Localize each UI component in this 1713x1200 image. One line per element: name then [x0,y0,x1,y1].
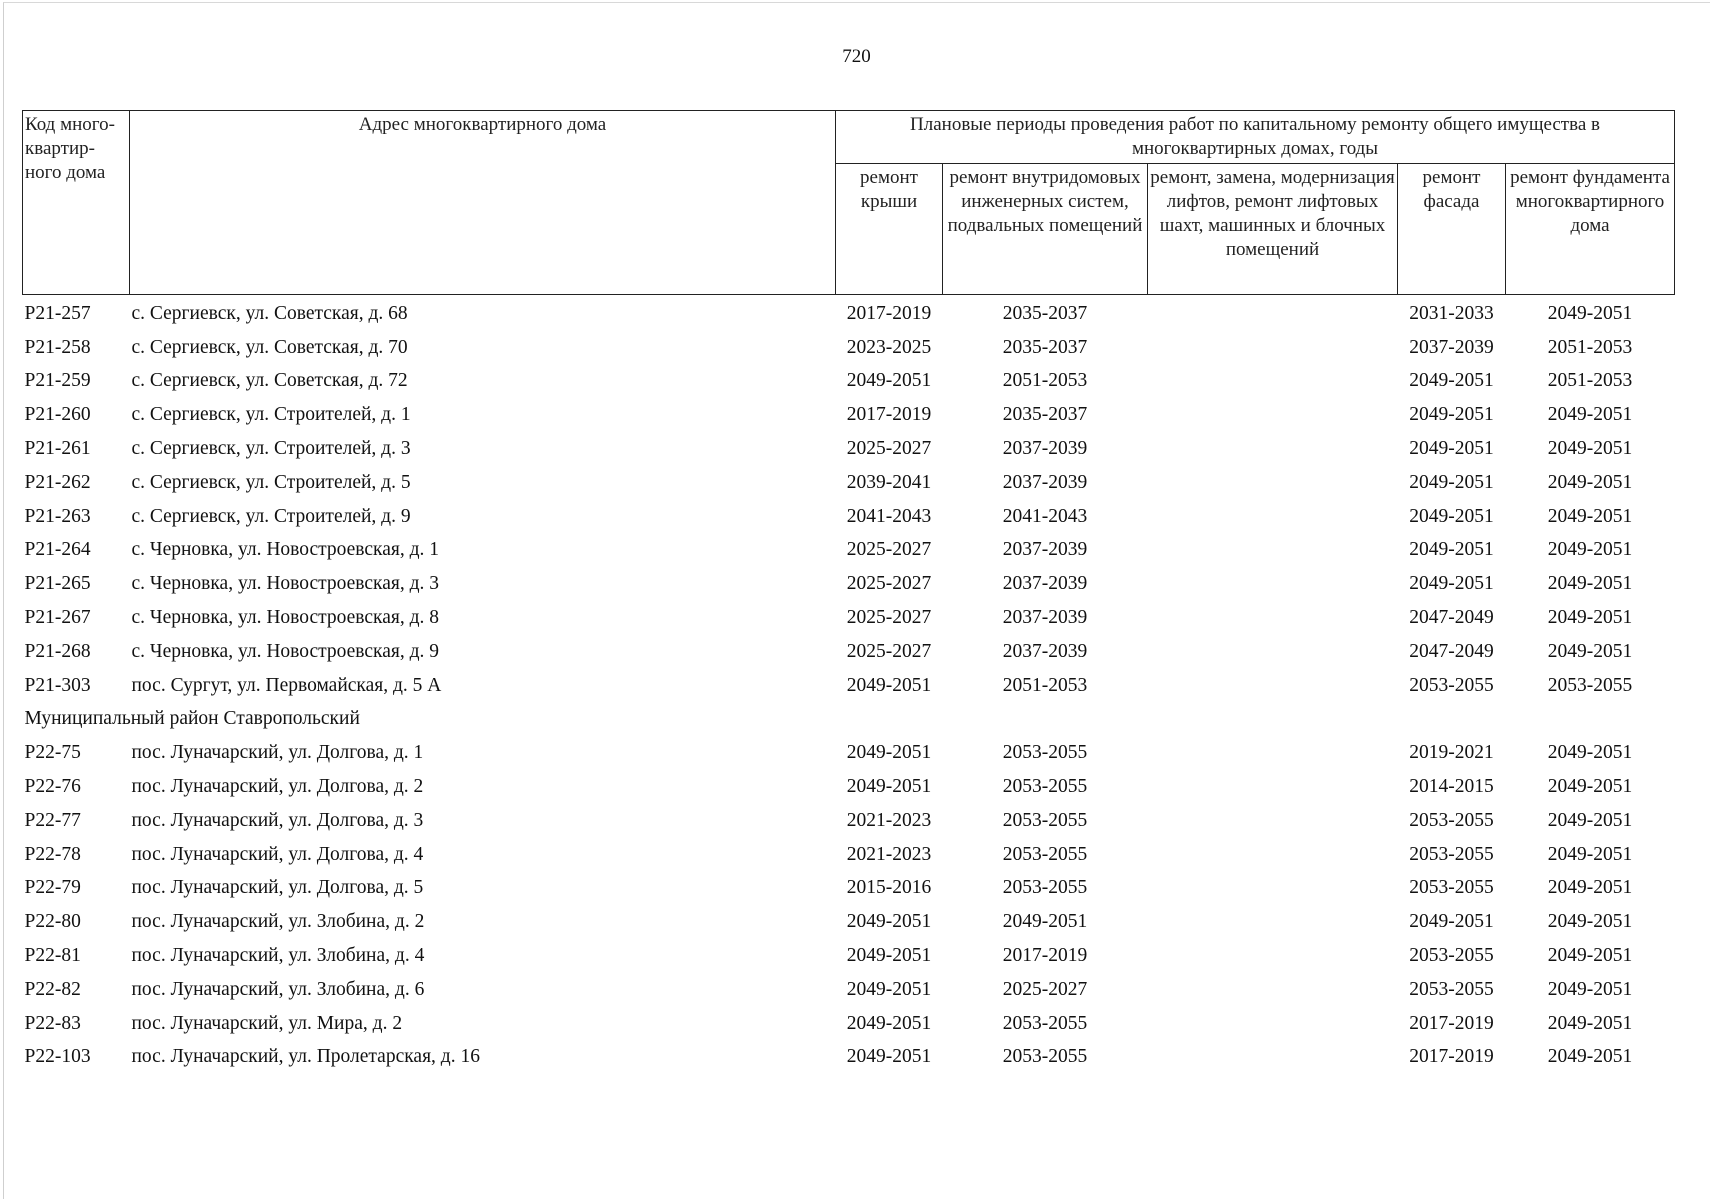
elevator-repair-cell [1148,838,1398,872]
roof-repair-cell: 2025-2027 [846,607,932,629]
table-row [23,669,1675,703]
systems-repair-cell: 2035-2037 [1002,302,1088,324]
facade-repair-cell: 2053-2055 [1409,978,1494,1000]
foundation-repair-cell: 2049-2051 [1547,302,1633,324]
foundation-repair-cell: 2049-2051 [1547,742,1633,764]
foundation-repair-cell: 2049-2051 [1547,877,1633,899]
address-cell: пос. Луначарский, ул. Долгова, д. 2 [131,776,424,798]
facade-repair-cell: 2053-2055 [1409,945,1494,967]
elevator-repair-cell [1148,398,1398,432]
systems-repair-cell: 2053-2055 [1002,809,1088,831]
table-header [23,111,1675,295]
district-row [23,703,1675,737]
systems-repair-cell: 2035-2037 [1002,336,1088,358]
house-code-cell: Р22-75 [24,742,81,764]
address-cell: пос. Луначарский, ул. Злобина, д. 6 [131,978,425,1000]
house-code-cell: Р21-267 [24,607,91,629]
table-row [23,331,1675,365]
foundation-repair-cell: 2051-2053 [1547,370,1633,392]
address-cell: с. Сергиевск, ул. Строителей, д. 1 [131,404,411,426]
roof-repair-cell: 2049-2051 [846,978,932,1000]
facade-repair-cell: 2049-2051 [1409,539,1494,561]
table-row [23,635,1675,669]
elevator-repair-cell [1148,736,1398,770]
address-cell: пос. Сургут, ул. Первомайская, д. 5 А [131,674,442,696]
house-code-cell: Р21-264 [24,539,91,561]
address-cell: с. Сергиевск, ул. Строителей, д. 9 [131,505,411,527]
elevator-repair-cell [1148,939,1398,973]
address-cell: с. Черновка, ул. Новостроевская, д. 3 [131,573,440,595]
foundation-repair-cell: 2049-2051 [1547,843,1633,865]
address-cell: с. Черновка, ул. Новостроевская, д. 8 [131,607,440,629]
roof-repair-cell: 2049-2051 [846,742,932,764]
facade-repair-cell: 2047-2049 [1409,607,1494,629]
table-row [23,1041,1675,1075]
house-code-cell: Р21-257 [24,302,91,324]
elevator-repair-cell [1148,567,1398,601]
table-row [23,736,1675,770]
header-foundation: ремонт фундамента многоквартирного дома [1506,164,1675,295]
elevator-repair-cell [1148,331,1398,365]
systems-repair-cell: 2037-2039 [1002,573,1088,595]
roof-repair-cell: 2039-2041 [846,471,932,493]
facade-repair-cell: 2014-2015 [1409,776,1494,798]
facade-repair-cell: 2053-2055 [1409,809,1494,831]
foundation-repair-cell: 2049-2051 [1547,607,1633,629]
systems-repair-cell: 2053-2055 [1002,776,1088,798]
systems-repair-cell: 2053-2055 [1002,1012,1088,1034]
house-code-cell: Р21-262 [24,471,91,493]
table-row [23,939,1675,973]
table-row [23,365,1675,399]
roof-repair-cell: 2025-2027 [846,640,932,662]
table-row [23,905,1675,939]
systems-repair-cell: 2037-2039 [1002,640,1088,662]
table-row [23,872,1675,906]
foundation-repair-cell: 2049-2051 [1547,911,1633,933]
facade-repair-cell: 2053-2055 [1409,877,1494,899]
house-code-cell: Р21-303 [24,674,91,696]
foundation-repair-cell: 2049-2051 [1547,404,1633,426]
address-cell: с. Сергиевск, ул. Строителей, д. 3 [131,438,411,460]
address-cell: пос. Луначарский, ул. Долгова, д. 5 [131,877,424,899]
facade-repair-cell: 2019-2021 [1409,742,1494,764]
systems-repair-cell: 2037-2039 [1002,471,1088,493]
house-code-cell: Р22-78 [24,843,81,865]
table-row [23,804,1675,838]
foundation-repair-cell: 2049-2051 [1547,640,1633,662]
table-body [23,295,1675,1075]
elevator-repair-cell [1148,804,1398,838]
foundation-repair-cell: 2049-2051 [1547,978,1633,1000]
systems-repair-cell: 2051-2053 [1002,370,1088,392]
systems-repair-cell: 2037-2039 [1002,438,1088,460]
address-cell: пос. Луначарский, ул. Пролетарская, д. 16 [131,1046,480,1068]
house-code-cell: Р21-265 [24,573,91,595]
facade-repair-cell: 2017-2019 [1409,1046,1494,1068]
address-cell: пос. Луначарский, ул. Долгова, д. 3 [131,809,424,831]
house-code-cell: Р22-103 [24,1046,91,1068]
roof-repair-cell: 2017-2019 [846,404,932,426]
table-row [23,398,1675,432]
address-cell: пос. Луначарский, ул. Злобина, д. 2 [131,911,425,933]
facade-repair-cell: 2049-2051 [1409,505,1494,527]
house-code-cell: Р22-82 [24,978,81,1000]
header-roof: ремонт крыши [836,164,943,295]
address-cell: пос. Луначарский, ул. Мира, д. 2 [131,1012,403,1034]
foundation-repair-cell: 2053-2055 [1547,674,1633,696]
elevator-repair-cell [1148,601,1398,635]
house-code-cell: Р22-79 [24,877,81,899]
facade-repair-cell: 2037-2039 [1409,336,1494,358]
systems-repair-cell: 2017-2019 [1002,945,1088,967]
house-code-cell: Р22-80 [24,911,81,933]
foundation-repair-cell: 2049-2051 [1547,809,1633,831]
header-facade: ремонт фасада [1398,164,1506,295]
address-cell: пос. Луначарский, ул. Злобина, д. 4 [131,945,425,967]
address-cell: с. Черновка, ул. Новостроевская, д. 9 [131,640,440,662]
table-row [23,973,1675,1007]
elevator-repair-cell [1148,905,1398,939]
elevator-repair-cell [1148,1007,1398,1041]
elevator-repair-cell [1148,635,1398,669]
systems-repair-cell: 2051-2053 [1002,674,1088,696]
roof-repair-cell: 2021-2023 [846,843,932,865]
table-row [23,567,1675,601]
foundation-repair-cell: 2049-2051 [1547,945,1633,967]
address-cell: с. Сергиевск, ул. Советская, д. 68 [131,302,408,324]
header-code: Код много-квартир-ного дома [23,111,130,295]
elevator-repair-cell [1148,295,1398,331]
address-cell: пос. Луначарский, ул. Долгова, д. 1 [131,742,424,764]
table-row [23,500,1675,534]
facade-repair-cell: 2053-2055 [1409,843,1494,865]
elevator-repair-cell [1148,669,1398,703]
facade-repair-cell: 2049-2051 [1409,404,1494,426]
roof-repair-cell: 2049-2051 [846,911,932,933]
roof-repair-cell: 2025-2027 [846,438,932,460]
header-periods-group: Плановые периоды проведения работ по капитальному ремонту общего имущества в многоквартирных домах, годы [836,111,1675,164]
elevator-repair-cell [1148,534,1398,568]
district-heading: Муниципальный район Ставропольский [24,708,360,730]
address-cell: с. Черновка, ул. Новостроевская, д. 1 [131,539,440,561]
roof-repair-cell: 2049-2051 [846,1046,932,1068]
elevator-repair-cell [1148,466,1398,500]
facade-repair-cell: 2049-2051 [1409,471,1494,493]
facade-repair-cell: 2049-2051 [1409,438,1494,460]
roof-repair-cell: 2025-2027 [846,539,932,561]
foundation-repair-cell: 2049-2051 [1547,505,1633,527]
facade-repair-cell: 2049-2051 [1409,573,1494,595]
foundation-repair-cell: 2049-2051 [1547,776,1633,798]
systems-repair-cell: 2049-2051 [1002,911,1088,933]
house-code-cell: Р22-81 [24,945,81,967]
address-cell: с. Сергиевск, ул. Советская, д. 70 [131,336,408,358]
roof-repair-cell: 2017-2019 [846,302,932,324]
foundation-repair-cell: 2049-2051 [1547,573,1633,595]
address-cell: с. Сергиевск, ул. Строителей, д. 5 [131,471,411,493]
roof-repair-cell: 2049-2051 [846,776,932,798]
facade-repair-cell: 2017-2019 [1409,1012,1494,1034]
systems-repair-cell: 2041-2043 [1002,505,1088,527]
facade-repair-cell: 2031-2033 [1409,302,1494,324]
house-code-cell: Р21-259 [24,370,91,392]
elevator-repair-cell [1148,973,1398,1007]
roof-repair-cell: 2015-2016 [846,877,932,899]
systems-repair-cell: 2037-2039 [1002,607,1088,629]
elevator-repair-cell [1148,770,1398,804]
foundation-repair-cell: 2049-2051 [1547,539,1633,561]
systems-repair-cell: 2037-2039 [1002,539,1088,561]
table-row [23,838,1675,872]
roof-repair-cell: 2041-2043 [846,505,932,527]
roof-repair-cell: 2049-2051 [846,674,932,696]
header-systems: ремонт внутридомовых инженерных систем, подвальных помещений [943,164,1148,295]
table-row [23,1007,1675,1041]
header-address: Адрес многоквартирного дома [130,111,836,295]
house-code-cell: Р21-263 [24,505,91,527]
roof-repair-cell: 2049-2051 [846,1012,932,1034]
foundation-repair-cell: 2051-2053 [1547,336,1633,358]
header-elevators: ремонт, замена, модернизация лифтов, ремонт лифтовых шахт, машинных и блочных помещений [1148,164,1398,295]
roof-repair-cell: 2023-2025 [846,336,932,358]
foundation-repair-cell: 2049-2051 [1547,1012,1633,1034]
house-code-cell: Р21-260 [24,404,91,426]
table-row [23,295,1675,331]
facade-repair-cell: 2049-2051 [1409,370,1494,392]
house-code-cell: Р22-76 [24,776,81,798]
elevator-repair-cell [1148,500,1398,534]
page-number: 720 [842,46,871,67]
roof-repair-cell: 2049-2051 [846,945,932,967]
elevator-repair-cell [1148,872,1398,906]
foundation-repair-cell: 2049-2051 [1547,438,1633,460]
house-code-cell: Р21-268 [24,640,91,662]
house-code-cell: Р21-261 [24,438,91,460]
table-row [23,432,1675,466]
house-code-cell: Р22-77 [24,809,81,831]
roof-repair-cell: 2049-2051 [846,370,932,392]
table-row [23,770,1675,804]
elevator-repair-cell [1148,1041,1398,1075]
capital-repair-table [22,110,1675,1074]
roof-repair-cell: 2021-2023 [846,809,932,831]
elevator-repair-cell [1148,432,1398,466]
systems-repair-cell: 2035-2037 [1002,404,1088,426]
facade-repair-cell: 2047-2049 [1409,640,1494,662]
house-code-cell: Р21-258 [24,336,91,358]
foundation-repair-cell: 2049-2051 [1547,471,1633,493]
table-row [23,466,1675,500]
table-row [23,534,1675,568]
facade-repair-cell: 2049-2051 [1409,911,1494,933]
address-cell: пос. Луначарский, ул. Долгова, д. 4 [131,843,424,865]
systems-repair-cell: 2053-2055 [1002,742,1088,764]
systems-repair-cell: 2053-2055 [1002,843,1088,865]
systems-repair-cell: 2053-2055 [1002,877,1088,899]
house-code-cell: Р22-83 [24,1012,81,1034]
elevator-repair-cell [1148,365,1398,399]
address-cell: с. Сергиевск, ул. Советская, д. 72 [131,370,408,392]
foundation-repair-cell: 2049-2051 [1547,1046,1633,1068]
systems-repair-cell: 2025-2027 [1002,978,1088,1000]
systems-repair-cell: 2053-2055 [1002,1046,1088,1068]
roof-repair-cell: 2025-2027 [846,573,932,595]
facade-repair-cell: 2053-2055 [1409,674,1494,696]
table-row [23,601,1675,635]
